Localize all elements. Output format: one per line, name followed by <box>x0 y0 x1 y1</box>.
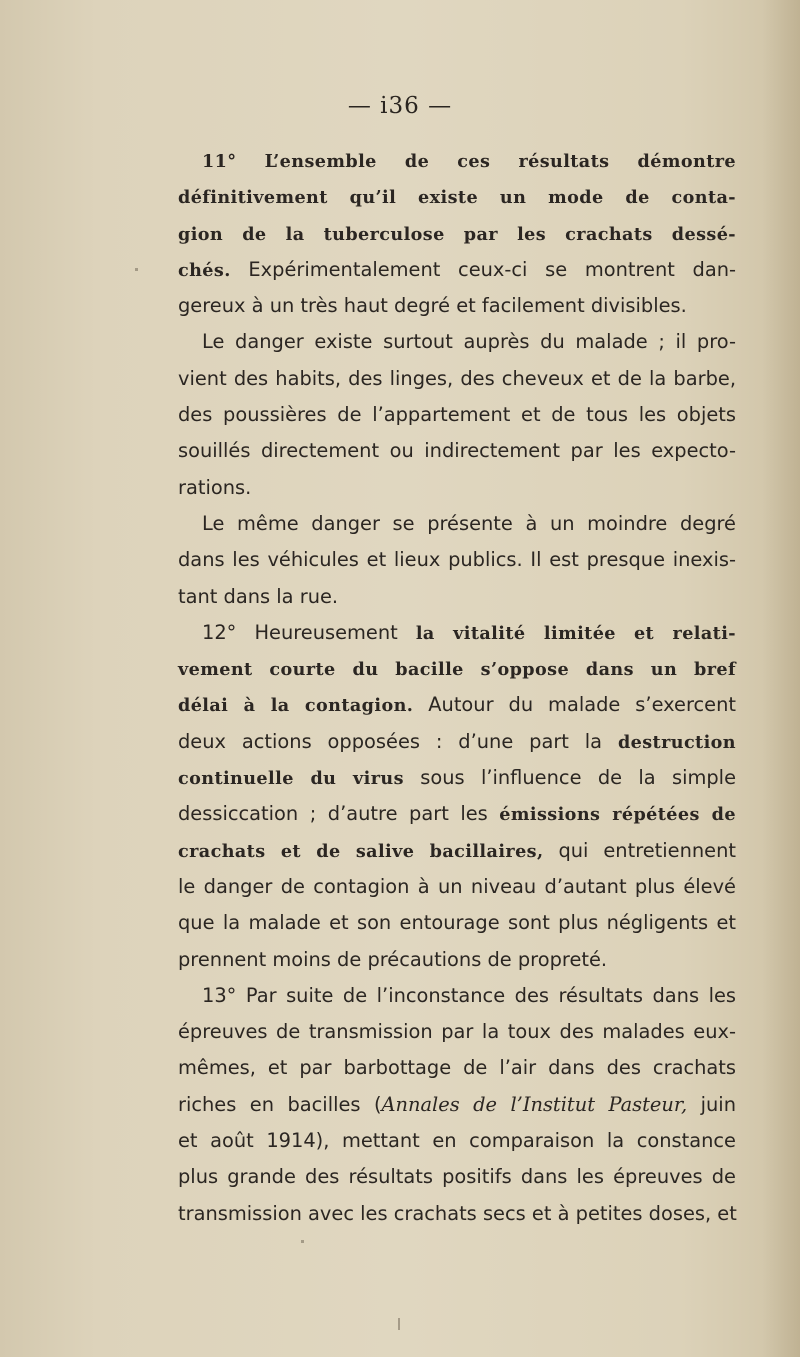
text-segment: souillés directement ou indirectement par les expecto- <box>178 439 736 463</box>
text-segment: que la malade et son entourage sont plus négligents et <box>178 911 736 935</box>
bold-text: 11° <box>202 151 265 172</box>
text-segment: gereux à un très haut degré et facilement divisibles. <box>178 294 687 318</box>
text-line <box>178 760 736 796</box>
text-segment: Expérimentalement ceux-ci se montrent dan- <box>230 257 736 281</box>
text-line <box>178 470 736 506</box>
bold-text: destruction <box>617 731 736 753</box>
text-segment: dessiccation ; d’autre part les <box>178 802 500 826</box>
paper-speck <box>398 1318 400 1330</box>
text-line <box>178 1196 736 1232</box>
text-segment: juin <box>687 1092 736 1116</box>
bold-text: et relati- <box>633 622 736 644</box>
paper-speck <box>135 268 138 271</box>
text-segment: Le même danger se présente à un moindre degré <box>202 511 736 535</box>
text-line <box>178 978 736 1014</box>
text-segment: dans les véhicules et lieux publics. Il est presque inexis- <box>178 548 736 572</box>
text-line <box>178 324 736 360</box>
text-line <box>178 216 736 252</box>
bold-text: crachats et de salive bacillaires, <box>178 840 544 862</box>
text-line <box>178 579 736 615</box>
text-line <box>178 724 736 760</box>
text-segment: 12° Heureusement <box>202 620 416 644</box>
text-line <box>178 252 736 288</box>
bold-text: la vitalité limitée <box>415 622 616 644</box>
text-segment: épreuves de transmission par la toux des malades eux- <box>178 1020 736 1044</box>
text-segment: tant dans la rue. <box>178 584 339 608</box>
page-number: — i36 — <box>347 93 453 119</box>
text-segment: et août 1914), mettant en comparaison la constance <box>178 1129 736 1153</box>
bold-text: gion de la tuberculose par les crachats dessé- <box>178 223 736 245</box>
bold-text: définitivement qu’il existe un mode de conta- <box>178 187 736 209</box>
text-segment: vient des habits, des linges, des cheveux et de la barbe, <box>178 366 736 390</box>
italic-text: Annales de l’Institut Pasteur, <box>381 1092 688 1116</box>
text-line <box>178 179 736 215</box>
text-line <box>178 796 736 832</box>
text-line <box>178 397 736 433</box>
text-segment: rations. <box>178 475 252 499</box>
text-line <box>178 942 736 978</box>
text-line <box>178 361 736 397</box>
text-line <box>178 1087 736 1123</box>
text-line <box>178 1159 736 1195</box>
page-edge-shadow <box>762 0 800 1357</box>
bold-text: continuelle du virus <box>178 768 404 790</box>
text-line <box>178 288 736 324</box>
text-segment: plus grande des résultats positifs dans les épreuves de <box>178 1165 736 1189</box>
text-segment <box>616 621 634 644</box>
text-line <box>178 869 736 905</box>
text-line <box>178 143 736 179</box>
text-line <box>178 905 736 941</box>
text-line <box>178 506 736 542</box>
text-line <box>178 651 736 687</box>
bold-text: émissions répétées de <box>499 804 736 826</box>
text-line <box>178 542 736 578</box>
text-segment: prennent moins de précautions de propreté. <box>178 947 608 971</box>
text-segment: transmission avec les crachats secs et à petites doses, et <box>178 1201 737 1225</box>
text-line <box>178 687 736 723</box>
text-segment: sous l’influence de la simple <box>403 766 736 790</box>
text-line <box>178 833 736 869</box>
paper-speck <box>301 1240 304 1243</box>
text-segment: Le danger existe surtout auprès du malade ; il pro- <box>202 330 736 354</box>
text-line <box>178 615 736 651</box>
text-segment: qui entretiennent <box>543 838 736 862</box>
text-line <box>178 433 736 469</box>
text-line <box>178 1050 736 1086</box>
bold-text: délai à la contagion. <box>178 695 414 717</box>
text-line <box>178 1014 736 1050</box>
bold-text: L’ensemble de ces résultats démontre <box>264 151 736 172</box>
text-segment: riches en bacilles ( <box>178 1092 382 1116</box>
text-segment: le danger de contagion à un niveau d’autant plus élevé <box>178 874 736 898</box>
text-segment: Autour du malade s’exercent <box>413 693 736 717</box>
bold-text: vement courte du bacille s’oppose dans un bref <box>178 659 736 681</box>
text-segment: deux actions opposées : d’une part la <box>178 729 618 753</box>
text-segment: 13° Par suite de l’inconstance des résultats dans les <box>202 983 736 1007</box>
bold-text: chés. <box>178 259 231 281</box>
text-segment: mêmes, et par barbottage de l’air dans des crachats <box>178 1056 736 1080</box>
text-line <box>178 1123 736 1159</box>
body-text <box>178 143 736 1232</box>
text-segment: des poussières de l’appartement et de tous les objets <box>178 403 736 427</box>
